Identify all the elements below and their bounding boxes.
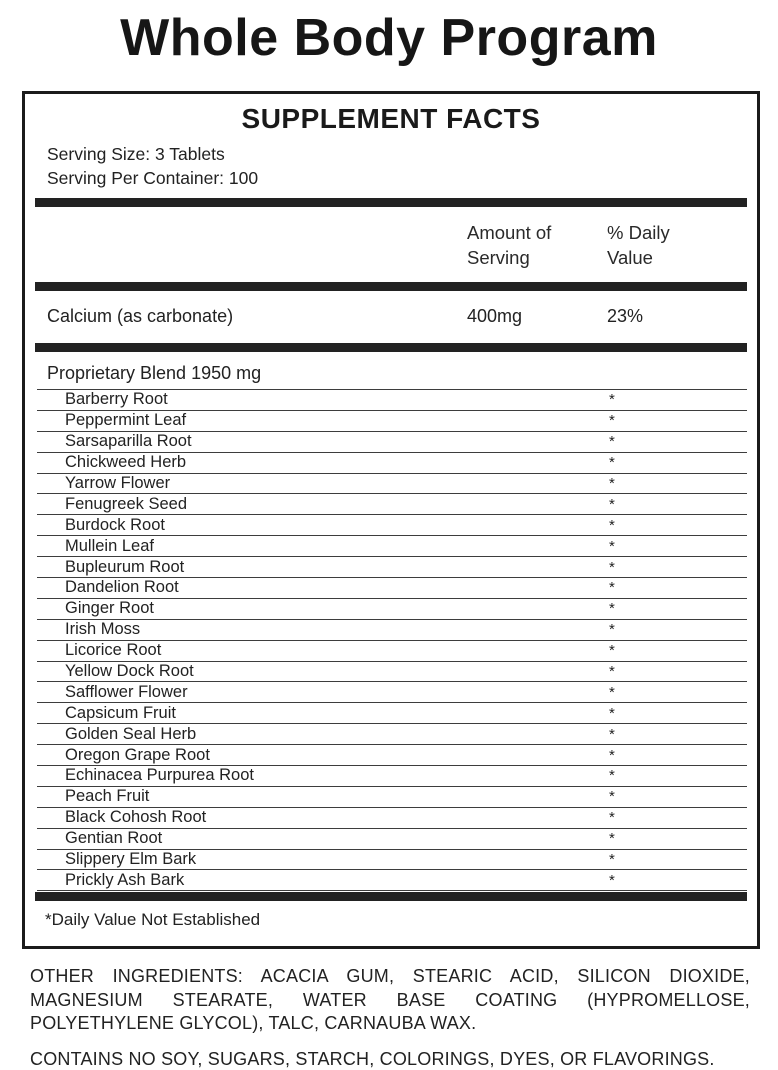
- ingredient-name: Irish Moss: [65, 620, 141, 639]
- ingredient-row: [37, 682, 747, 703]
- ingredient-row: [37, 745, 747, 766]
- ingredient-row: [37, 766, 747, 787]
- ingredient-daily-value: *: [609, 851, 615, 869]
- column-header-row: [35, 207, 747, 280]
- ingredient-row: [37, 515, 747, 536]
- ingredient-name: Yellow Dock Root: [65, 662, 194, 681]
- ingredient-row: [37, 557, 747, 578]
- ingredient-daily-value: *: [609, 475, 615, 492]
- ingredient-daily-value: *: [609, 767, 615, 785]
- ingredient-daily-value: *: [609, 683, 615, 701]
- ingredient-name: Safflower Flower: [65, 682, 188, 701]
- ingredient-row: [37, 724, 747, 745]
- ingredient-name: Mullein Leaf: [65, 536, 154, 555]
- ingredient-daily-value: *: [609, 725, 615, 743]
- nutrient-amount: 400mg: [467, 306, 523, 326]
- ingredient-row: [37, 453, 747, 474]
- ingredient-row: [37, 390, 747, 411]
- ingredient-daily-value: *: [609, 495, 615, 513]
- label-footer: [30, 965, 750, 1070]
- ingredient-row: [37, 494, 747, 515]
- contains-statement: CONTAINS NO SOY, SUGARS, STARCH, COLORINGS, DYES, OR FLAVORINGS.: [30, 1048, 715, 1069]
- ingredient-row: [37, 474, 747, 495]
- ingredient-row: [37, 787, 747, 808]
- ingredient-daily-value: *: [609, 433, 615, 451]
- ingredient-daily-value: *: [609, 558, 615, 576]
- column-header-amount: Amount of Serving: [467, 222, 552, 268]
- ingredient-daily-value: *: [609, 454, 615, 472]
- ingredient-daily-value: *: [609, 809, 615, 827]
- ingredient-row: [37, 599, 747, 620]
- ingredient-name: Capsicum Fruit: [65, 703, 176, 722]
- ingredient-name: Licorice Root: [65, 641, 162, 660]
- divider-bar-bottom: [35, 892, 747, 901]
- supplement-facts-heading: SUPPLEMENT FACTS: [241, 103, 541, 134]
- nutrient-row-calcium: [35, 291, 747, 341]
- ingredient-name: Echinacea Purpurea Root: [65, 766, 254, 785]
- ingredient-daily-value: *: [609, 788, 615, 806]
- servings-per-container: Serving Per Container: 100: [47, 168, 259, 188]
- ingredient-daily-value: *: [609, 663, 615, 681]
- divider-bar-headers: [35, 282, 747, 291]
- ingredient-name: Oregon Grape Root: [65, 745, 210, 764]
- daily-value-footnote: *Daily Value Not Established: [45, 910, 261, 930]
- ingredient-name: Burdock Root: [65, 515, 165, 534]
- ingredient-row: [37, 432, 747, 453]
- ingredient-daily-value: *: [609, 746, 615, 764]
- ingredient-name: Gentian Root: [65, 829, 163, 848]
- ingredient-row: [37, 411, 747, 432]
- ingredient-daily-value: *: [609, 642, 615, 660]
- supplement-label-page: [0, 8, 778, 1069]
- ingredient-row: [37, 829, 747, 850]
- ingredient-daily-value: *: [609, 516, 615, 534]
- ingredient-name: Prickly Ash Bark: [65, 870, 185, 889]
- ingredient-row: [37, 662, 747, 683]
- ingredient-name: Golden Seal Herb: [65, 724, 197, 743]
- ingredient-name: Sarsaparilla Root: [65, 432, 192, 451]
- ingredient-row: [37, 620, 747, 641]
- ingredient-daily-value: *: [609, 391, 615, 409]
- ingredient-name: Peppermint Leaf: [65, 411, 187, 430]
- ingredient-name: Slippery Elm Bark: [65, 850, 197, 869]
- ingredient-daily-value: *: [609, 412, 615, 430]
- ingredient-row: [37, 536, 747, 557]
- ingredient-name: Fenugreek Seed: [65, 494, 188, 513]
- ingredient-name: Barberry Root: [65, 390, 168, 409]
- ingredient-row: [37, 578, 747, 599]
- ingredient-daily-value: *: [609, 579, 615, 597]
- ingredient-row: [37, 850, 747, 871]
- ingredient-row: [37, 870, 747, 891]
- divider-bar-calcium: [35, 343, 747, 352]
- page-title: Whole Body Program: [120, 9, 658, 67]
- blend-ingredient-list: [35, 390, 747, 891]
- ingredient-name: Peach Fruit: [65, 787, 150, 806]
- other-ingredients-text: OTHER INGREDIENTS: ACACIA GUM, STEARIC ACID, SILICON DIOXIDE, MAGNESIUM STEARATE, WATER BASE COATING (HYPROMELLOSE, POLYETHYLENE GLYCOL), TALC, CARNAUBA WAX.: [30, 966, 750, 1034]
- supplement-facts-panel: [22, 91, 760, 949]
- nutrient-name: Calcium (as carbonate): [47, 306, 234, 326]
- ingredient-row: [37, 641, 747, 662]
- ingredient-name: Black Cohosh Root: [65, 808, 207, 827]
- serving-info: [35, 142, 747, 190]
- ingredient-name: Chickweed Herb: [65, 453, 187, 472]
- ingredient-daily-value: *: [609, 621, 615, 639]
- serving-size: Serving Size: 3 Tablets: [47, 144, 225, 164]
- ingredient-name: Ginger Root: [65, 599, 154, 618]
- divider-bar-top: [35, 198, 747, 207]
- ingredient-daily-value: *: [609, 600, 615, 618]
- ingredient-row: [37, 703, 747, 724]
- ingredient-daily-value: *: [609, 871, 615, 889]
- ingredient-daily-value: *: [609, 537, 615, 555]
- column-header-daily-value: % Daily Value: [607, 222, 670, 268]
- ingredient-name: Bupleurum Root: [65, 557, 185, 576]
- ingredient-row: [37, 808, 747, 829]
- ingredient-daily-value: *: [609, 830, 615, 848]
- ingredient-daily-value: *: [609, 704, 615, 722]
- proprietary-blend-title: Proprietary Blend 1950 mg: [37, 352, 747, 390]
- ingredient-name: Yarrow Flower: [65, 474, 171, 492]
- ingredient-name: Dandelion Root: [65, 578, 179, 597]
- nutrient-daily-value: 23%: [607, 306, 644, 326]
